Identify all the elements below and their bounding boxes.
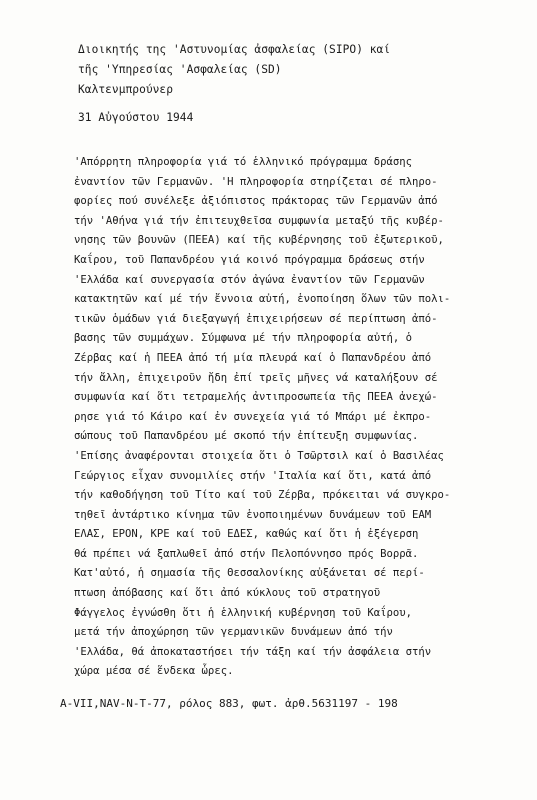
body-line: φορίες πού συνέλεξε ἀξιόπιστος πράκτορας τῶν Γερμανῶν ἀπό <box>74 195 438 208</box>
body-line: ΕΛΑΣ, ΕΡΟΝ, ΚΡΕ καί τοῦ ΕΔΕΣ, καθώς καί ὅτι ἡ ἐξέγερση <box>74 528 419 541</box>
body-line: ἐναντίον τῶν Γερμανῶν. 'Η πληροφορία στηρίζεται σέ πληρο- <box>74 175 438 188</box>
body-line: Κατ'αὐτό, ἡ σημασία τῆς Θεσσαλονίκης αὐξάνεται σέ περί- <box>74 567 425 580</box>
body-line: Ζέρβας καί ἡ ΠΕΕΑ ἀπό τή μία πλευρά καί ὁ Παπανδρέου ἀπό <box>74 351 432 364</box>
archive-reference: A-VII,NAV-N-T-77, ρόλος 883, φωτ. ἀρθ.5631197 - 198 <box>60 697 398 710</box>
body-line: 'Ελλάδα, θά ἀποκαταστήσει τήν τάξη καί τήν ἀσφάλεια στήν <box>74 645 432 658</box>
body-line: βασης τῶν συμμάχων. Σύμφωνα μέ τήν πληροφορία αὐτή, ὁ <box>74 332 413 345</box>
body-line: νησης τῶν βουνῶν (ΠΕΕΑ) καί τῆς κυβέρνησης τοῦ ἐξωτερικοῦ, <box>74 234 444 247</box>
body-line: 'Απόρρητη πληροφορία γιά τό ἑλληνικό πρόγραμμα δράσης <box>74 156 413 168</box>
body-line: τήν 'Αθήνα γιά τήν ἐπιτευχθεῖσα συμφωνία μεταξύ τῆς κυβέρ- <box>74 214 444 227</box>
body-line: Φάγγελος ἐγνώσθη ὅτι ἡ ἑλληνική κυβέρνηση τοῦ Καΐρου, <box>74 606 413 619</box>
body-line: 'Ελλάδα καί συνεργασία στόν ἀγώνα ἐναντίον τῶν Γερμανῶν <box>74 273 425 286</box>
body-line: 'Επίσης ἀναφέρονται στοιχεία ὅτι ὁ Τσῶρτσιλ καί ὁ Βασιλέας <box>74 449 444 462</box>
body-line: ρησε γιά τό Κάιρο καί ἐν συνεχεία γιά τό Μπάρι μέ ἐκπρο- <box>74 410 432 423</box>
body-line: τήν ἄλλη, ἐπιχειροῦν ἤδη ἐπί τρεῖς μῆνες νά καταλήξουν σέ <box>74 371 438 384</box>
body-line: τικῶν ὁμάδων γιά διεξαγωγή ἐπιχειρήσεων σέ περίπτωση ἀπό- <box>74 312 438 325</box>
body-line: κατακτητῶν καί μέ τήν ἔννοια αὐτή, ἑνοποίηση ὅλων τῶν πολι- <box>74 293 451 306</box>
body-line: Γεώργιος εἶχαν συνομιλίες στήν 'Ιταλία καί ὅτι, κατά ἀπό <box>74 469 432 482</box>
body-line: χώρα μέσα σέ ἕνδεκα ὧρες. <box>74 665 234 678</box>
header-line-1: Διοικητής της 'Αστυνομίας ἀσφαλείας (SIPO) καί <box>78 43 391 56</box>
header-line-2: τῆς 'Υπηρεσίας 'Ασφαλείας (SD) <box>78 63 282 76</box>
body-line: τηθεῖ ἀντάρτικο κίνημα τῶν ἑνοποιημένων δυνάμεων τοῦ ΕΑΜ <box>74 508 432 521</box>
body-line: Καΐρου, τοῦ Παπανδρέου γιά κοινό πρόγραμμα δράσεως στήν <box>74 253 425 266</box>
document-date: 31 Αὐγούστου 1944 <box>78 111 194 124</box>
document-body <box>74 153 514 682</box>
document-header <box>78 40 508 128</box>
body-line: συμφωνία καί ὅτι τετραμελής ἀντιπροσωπεία τῆς ΠΕΕΑ ἀνεχώ- <box>74 391 438 404</box>
body-line: σώπους τοῦ Παπανδρέου μέ σκοπό τήν ἐπίτευξη συμφωνίας. <box>74 430 419 443</box>
header-line-3: Καλτενμπρούνερ <box>78 83 173 96</box>
body-line: θά πρέπει νά ξαπλωθεῖ ἀπό στήν Πελοπόννησο πρός Βορρᾶ. <box>74 547 419 560</box>
body-line: μετά τήν ἀποχώρηση τῶν γερμανικῶν δυνάμεων ἀπό τήν <box>74 626 393 639</box>
body-line: πτωση ἀπόβασης καί ὅτι ἀπό κύκλους τοῦ στρατηγοῦ <box>74 587 381 600</box>
body-line: τήν καθοδήγηση τοῦ Τίτο καί τοῦ Ζέρβα, πρόκειται νά συγκρο- <box>74 489 451 502</box>
